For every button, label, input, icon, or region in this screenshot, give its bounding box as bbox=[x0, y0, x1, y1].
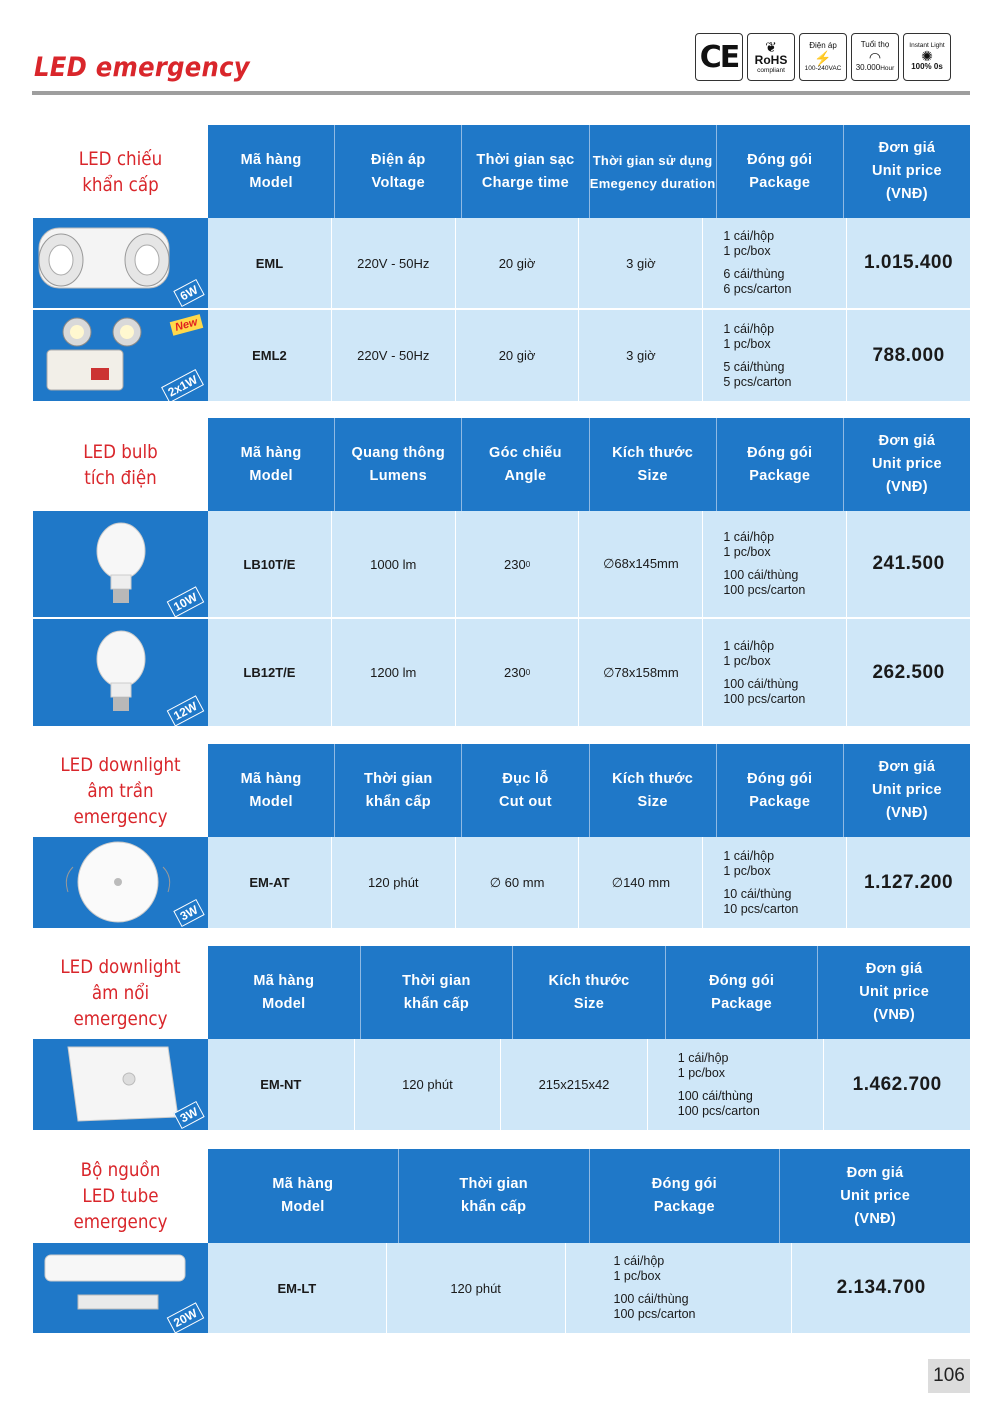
price-cell: 241.500 bbox=[846, 511, 970, 617]
table-row bbox=[33, 837, 970, 928]
cut-out-cell: ∅ 60 mm bbox=[455, 837, 579, 928]
product-image-em-lt bbox=[33, 1243, 208, 1333]
section-downlight-surface bbox=[33, 946, 970, 1130]
table-row bbox=[33, 619, 970, 726]
header-lumens: Quang thông Lumens bbox=[334, 418, 461, 511]
header-emergency-time: Thời gian khẩn cấp bbox=[360, 946, 513, 1039]
package-cell: 1 cái/hộp 1 pc/box 10 cái/thùng 10 pcs/carton bbox=[702, 837, 846, 928]
header-model: Mã hàng Model bbox=[272, 1176, 334, 1215]
lumens-cell: 1200 lm bbox=[331, 619, 455, 726]
wattage-tag: 12W bbox=[167, 695, 204, 726]
header-voltage: Điện áp Voltage bbox=[334, 125, 461, 218]
table-header bbox=[208, 418, 970, 511]
product-image-em-at bbox=[33, 837, 208, 928]
header-emergency-time: Thời gian khẩn cấp bbox=[334, 744, 461, 837]
model-cell: EML bbox=[255, 255, 284, 271]
package-cell: 1 cái/hộp 1 pc/box 100 cái/thùng 100 pcs/carton bbox=[702, 511, 846, 617]
lightning-icon: ⚡ bbox=[814, 49, 832, 66]
table-header bbox=[208, 744, 970, 837]
header-angle: Góc chiếu Angle bbox=[461, 418, 588, 511]
page-number: 106 bbox=[928, 1359, 970, 1393]
header-charge-time: Thời gian sạc Charge time bbox=[461, 125, 588, 218]
header-unit-price: Đơn giá Unit price (VNĐ) bbox=[843, 418, 970, 511]
table-header bbox=[208, 125, 970, 218]
header-size: Kích thước Size bbox=[512, 946, 665, 1039]
package-cell: 1 cái/hộp 1 pc/box 100 cái/thùng 100 pcs/carton bbox=[565, 1243, 792, 1333]
header-unit-price: Đơn giá Unit price (VNĐ) bbox=[843, 744, 970, 837]
size-cell: ∅140 mm bbox=[578, 837, 702, 928]
header-unit-price: Đơn giá Unit price (VNĐ) bbox=[843, 125, 970, 218]
title-divider bbox=[32, 91, 970, 95]
voltage-badge: Điện áp ⚡ 100-240VAC bbox=[799, 33, 847, 81]
header-model: Mã hàng Model bbox=[240, 151, 302, 191]
emergency-time-cell: 120 phút bbox=[386, 1243, 565, 1333]
ce-mark-badge: CE bbox=[695, 33, 743, 81]
product-image-lb12t bbox=[33, 619, 208, 726]
wattage-tag: 2x1W bbox=[161, 369, 204, 401]
angle-cell: 230 0 bbox=[455, 511, 579, 617]
section-led-emergency-light bbox=[33, 125, 970, 401]
package-cell: 1 cái/hộp 1 pc/box 100 cái/thùng 100 pcs/carton bbox=[702, 619, 846, 726]
model-cell: EM-NT bbox=[260, 1077, 302, 1092]
wattage-tag: 3W bbox=[173, 899, 204, 927]
price-cell: 262.500 bbox=[846, 619, 970, 726]
package-cell: 1 cái/hộp 1 pc/box 5 cái/thùng 5 pcs/carton bbox=[702, 310, 846, 401]
product-image-eml2 bbox=[33, 310, 208, 401]
header-package: Đóng gói Package bbox=[589, 1149, 780, 1243]
price-cell: 1.127.200 bbox=[846, 837, 970, 928]
price-cell: 788.000 bbox=[846, 310, 970, 401]
voltage-cell: 220V - 50Hz bbox=[331, 218, 455, 308]
table-header bbox=[208, 946, 970, 1039]
header-model: Mã hàng Model bbox=[240, 444, 302, 484]
instant-light-badge: Instant Light ✺ 100% 0s bbox=[903, 33, 951, 81]
category-label: LED downlight âm nổi emergency bbox=[60, 955, 181, 1030]
header-package: Đóng gói Package bbox=[716, 125, 843, 218]
product-image-em-nt bbox=[33, 1039, 208, 1130]
section-tube-power-pack bbox=[33, 1149, 970, 1333]
price-cell: 1.462.700 bbox=[823, 1039, 970, 1130]
section-led-bulb bbox=[33, 418, 970, 726]
category-label: LED chiếu khẩn cấp bbox=[78, 147, 163, 196]
table-row bbox=[33, 1039, 970, 1130]
wattage-tag: 6W bbox=[173, 279, 204, 307]
price-cell: 1.015.400 bbox=[846, 218, 970, 308]
header-duration: Thời gian sử dụng Emegency duration bbox=[589, 125, 716, 218]
rohs-badge: ❦ RoHS compliant bbox=[747, 33, 795, 81]
table-row bbox=[33, 1243, 970, 1333]
category-label: LED bulb tích điện bbox=[83, 440, 158, 489]
size-cell: ∅68x145mm bbox=[578, 511, 702, 617]
model-cell: LB12T/E bbox=[243, 665, 296, 680]
wattage-tag: 10W bbox=[167, 586, 204, 617]
package-cell: 1 cái/hộp 1 pc/box 100 cái/thùng 100 pcs/carton bbox=[647, 1039, 824, 1130]
certification-badges bbox=[695, 33, 951, 81]
emergency-time-cell: 120 phút bbox=[354, 1039, 501, 1130]
package-cell: 1 cái/hộp 1 pc/box 6 cái/thùng 6 pcs/carton bbox=[702, 218, 846, 308]
header-model: Mã hàng Model bbox=[240, 770, 302, 810]
angle-cell: 230 0 bbox=[455, 619, 579, 726]
emergency-time-cell: 120 phút bbox=[331, 837, 455, 928]
header-package: Đóng gói Package bbox=[665, 946, 818, 1039]
lumens-cell: 1000 lm bbox=[331, 511, 455, 617]
header-size: Kích thước Size bbox=[589, 744, 716, 837]
charge-time-cell: 20 giờ bbox=[455, 218, 579, 308]
duration-cell: 3 giờ bbox=[578, 310, 702, 401]
leaf-icon: ❦ bbox=[765, 38, 777, 55]
charge-time-cell: 20 giờ bbox=[455, 310, 579, 401]
model-cell: EML2 bbox=[252, 348, 287, 363]
header-package: Đóng gói Package bbox=[716, 744, 843, 837]
model-cell: EM-LT bbox=[277, 1280, 317, 1296]
new-tag: New bbox=[170, 314, 203, 335]
header-unit-price: Đơn giá Unit price (VNĐ) bbox=[779, 1149, 970, 1243]
header-size: Kích thước Size bbox=[589, 418, 716, 511]
voltage-cell: 220V - 50Hz bbox=[331, 310, 455, 401]
wattage-tag: 3W bbox=[173, 1101, 204, 1129]
product-image-lb10t bbox=[33, 511, 208, 617]
table-header bbox=[208, 1149, 970, 1243]
header-unit-price: Đơn giá Unit price (VNĐ) bbox=[817, 946, 970, 1039]
table-row bbox=[33, 218, 970, 308]
model-cell: LB10T/E bbox=[243, 556, 296, 572]
size-cell: ∅78x158mm bbox=[578, 619, 702, 726]
header-model: Mã hàng Model bbox=[253, 972, 315, 1012]
size-cell: 215x215x42 bbox=[500, 1039, 647, 1130]
section-downlight-recessed bbox=[33, 744, 970, 928]
model-cell: EM-AT bbox=[249, 875, 290, 890]
product-image-eml bbox=[33, 218, 208, 308]
price-cell: 2.134.700 bbox=[791, 1243, 970, 1333]
lifetime-badge: Tuổi thọ ◠ 30.000Hour bbox=[851, 33, 899, 81]
wattage-tag: 20W bbox=[167, 1302, 204, 1333]
page-title: LED emergency bbox=[34, 52, 250, 83]
duration-cell: 3 giờ bbox=[578, 218, 702, 308]
table-row bbox=[33, 310, 970, 401]
category-label: LED downlight âm trần emergency bbox=[60, 753, 181, 828]
table-row bbox=[33, 511, 970, 617]
header-emergency-time: Thời gian khẩn cấp bbox=[398, 1149, 589, 1243]
header-cut-out: Đục lỗ Cut out bbox=[461, 744, 588, 837]
bulb-icon: ✺ bbox=[921, 48, 933, 65]
header-package: Đóng gói Package bbox=[716, 418, 843, 511]
gauge-icon: ◠ bbox=[868, 49, 882, 65]
category-label: Bộ nguồn LED tube emergency bbox=[73, 1159, 168, 1233]
